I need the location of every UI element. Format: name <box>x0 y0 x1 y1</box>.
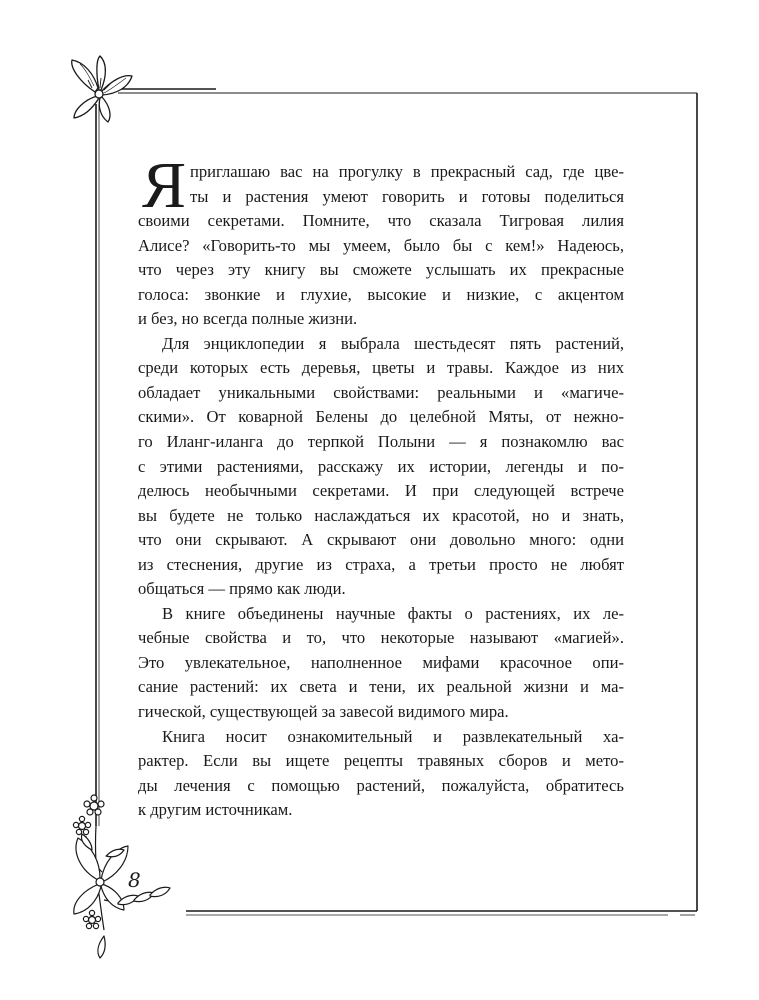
page-number: 8 <box>128 868 141 892</box>
text-line: сание растений: их света и тени, их реальной жизни и ма- <box>138 677 624 697</box>
text-line: чебные свойства и то, что некоторые называют «магией». <box>138 628 624 648</box>
text-line: скими». От коварной Белены до целебной Мяты, от нежно- <box>138 407 624 427</box>
text-line: рактер. Если вы ищете рецепты травяных сборов и мето- <box>138 751 624 771</box>
text-line: с этими растениями, расскажу их истории, легенды и по- <box>138 456 624 476</box>
text-line: обладает уникальными свойствами: реальными и «магиче- <box>138 382 624 402</box>
body-text <box>138 149 624 823</box>
text-line: делюсь необычными секретами. И при следующей встрече <box>138 481 624 501</box>
text-line: приглашаю вас на прогулку в прекрасный сад, где цве- <box>190 162 624 181</box>
text-line: Для энциклопедии я выбрала шестьдесят пять растений, <box>162 333 624 353</box>
text-line: к другим источникам. <box>138 800 293 820</box>
text-line: Алисе? «Говорить-то мы умеем, было бы с кем!» Надеюсь, <box>138 235 624 255</box>
text-line: ты и растения умеют говорить и готовы поделиться <box>190 186 624 206</box>
text-line: из стеснения, другие из страха, а третьи просто не любят <box>138 554 624 574</box>
text-line: что через эту книгу вы сможете услышать их прекрасные <box>138 260 624 280</box>
drop-cap-letter: Я <box>142 149 187 222</box>
text-line: общаться — прямо как люди. <box>138 579 346 599</box>
text-line: что они скрывают. А скрывают они довольно много: одни <box>138 530 624 550</box>
text-line: и без, но всегда полные жизни. <box>138 309 358 329</box>
text-line: В книге объединены научные факты о растениях, их ле- <box>162 603 624 623</box>
text-line: гической, существующей за завесой видимого мира. <box>138 702 509 722</box>
text-line: го Иланг-иланга до терпкой Полыни — я познакомлю вас <box>138 432 624 452</box>
text-line: Это увлекательное, наполненное мифами красочное опи- <box>138 652 624 672</box>
text-line: Книга носит ознакомительный и развлекательный ха- <box>162 726 624 746</box>
text-line: своими секретами. Помните, что сказала Тигровая лилия <box>138 211 624 231</box>
text-line: вы будете не только наслаждаться их красотой, но и знать, <box>138 505 624 525</box>
text-line: среди которых есть деревья, цветы и травы. Каждое из них <box>138 358 624 378</box>
text-line: голоса: звонкие и глухие, высокие и низкие, с акцентом <box>138 284 624 304</box>
text-line: ды лечения с помощью растений, пожалуйста, обратитесь <box>138 775 624 795</box>
